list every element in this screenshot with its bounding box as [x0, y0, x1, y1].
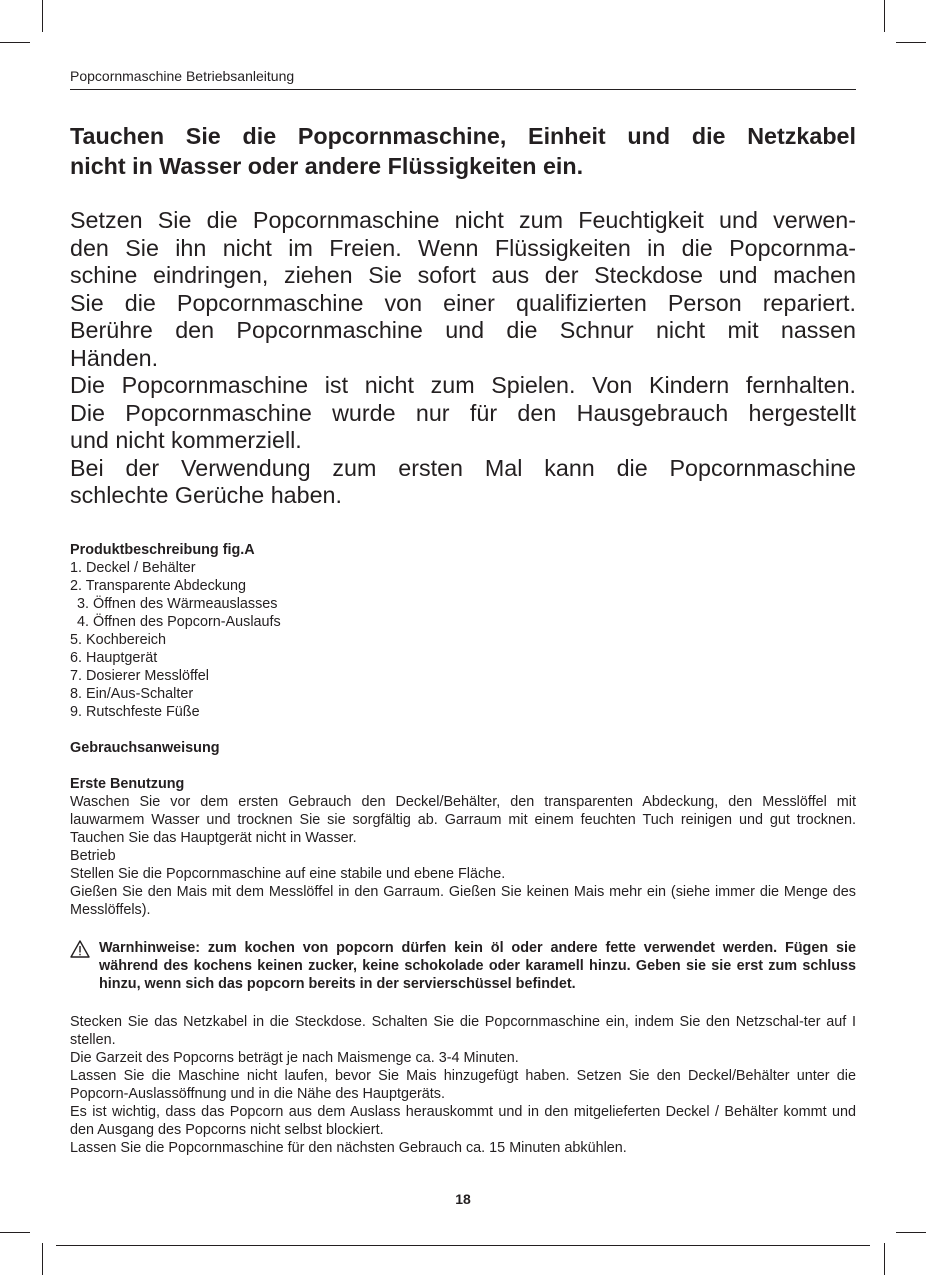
safety-line: schine eindringen, ziehen Sie sofort aus der Steckdose und machen [70, 262, 856, 288]
instruction-paragraph: Lassen Sie die Popcornmaschine für den nächsten Gebrauch ca. 15 Minuten abkühlen. [70, 1139, 627, 1156]
safety-line: Die Popcornmaschine wurde nur für den Hausgebrauch hergestellt [70, 399, 856, 426]
instruction-paragraph: Lassen Sie die Maschine nicht laufen, bevor Sie Mais hinzugefügt haben. Setzen Sie den Deckel/Behälter unter die Popcorn-Auslassöffnung und in die Nähe des Hauptgeräts. [70, 1067, 856, 1102]
first-use-text: Waschen Sie vor dem ersten Gebrauch den Deckel/Behälter, den transparenten Abdeckung, den Messlöffel mit lauwarmem Wasser und trocknen Sie sie sorgfältig ab. Garraum mit einem feuchten Tuch reinigen und gut trocknen. Tauchen Sie das Hauptgerät nicht in Wasser. [70, 793, 856, 846]
instructions-title: Gebrauchsanweisung [70, 739, 220, 756]
warning-heading-line: Tauchen Sie die Popcornmaschine, Einheit und die Netzkabel [70, 123, 856, 149]
crop-mark [42, 0, 43, 32]
warning-triangle-icon [70, 940, 90, 958]
safety-line: und nicht kommerziell. [70, 427, 302, 453]
safety-line: Berühre den Popcornmaschine und die Schnur nicht mit nassen [70, 317, 856, 343]
warning-heading-line: nicht in Wasser oder andere Flüssigkeiten ein. [70, 153, 584, 179]
crop-mark [42, 1243, 43, 1275]
instruction-paragraph: Es ist wichtig, dass das Popcorn aus dem Auslass herauskommt und in den mitgelieferten Deckel / Behälter kommt und den Ausgang des Popcorns nicht selbst blockiert. [70, 1103, 856, 1138]
crop-mark [0, 42, 30, 43]
warning-note-text: Warnhinweise: zum kochen von popcorn dürfen kein öl oder andere fette verwendet werden. Fügen sie während des kochens keinen zucker, keine schokolade oder karamell hinzu. Geben sie sie erst zum schluss hinzu, wenn sich das popcorn bereits in der servierschüssel befindet. [99, 939, 856, 992]
list-item: 1. Deckel / Behälter [70, 559, 196, 576]
safety-line: den Sie ihn nicht im Freien. Wenn Flüssigkeiten in die Popcornma- [70, 234, 856, 261]
safety-line: Setzen Sie die Popcornmaschine nicht zum Feuchtigkeit und verwen- [70, 207, 856, 233]
list-item: 2. Transparente Abdeckung [70, 577, 247, 594]
list-item: 8. Ein/Aus-Schalter [70, 685, 194, 702]
operation-text: Stellen Sie die Popcornmaschine auf eine stabile und ebene Fläche. [70, 865, 506, 882]
operation-title: Betrieb [70, 847, 116, 864]
crop-mark [0, 1232, 30, 1233]
crop-mark [896, 1232, 926, 1233]
list-item: 9. Rutschfeste Füße [70, 703, 200, 720]
footer-rule [56, 1245, 870, 1246]
instruction-paragraph: Die Garzeit des Popcorns beträgt je nach Maismenge ca. 3-4 Minuten. [70, 1049, 519, 1066]
safety-line: Bei der Verwendung zum ersten Mal kann die Popcornmaschine [70, 454, 856, 481]
first-use-title: Erste Benutzung [70, 775, 185, 792]
warning-note [70, 939, 856, 993]
instruction-paragraph: Stecken Sie das Netzkabel in die Steckdose. Schalten Sie die Popcornmaschine ein, indem Sie den Netzschal-ter auf I stellen. [70, 1013, 856, 1048]
page-content [70, 121, 856, 1157]
parts-list [70, 559, 856, 721]
safety-line: Sie die Popcornmaschine von einer qualifizierten Person repariert. [70, 289, 856, 316]
page-number: 18 [455, 1191, 471, 1207]
crop-mark [884, 0, 885, 32]
list-item: 6. Hauptgerät [70, 649, 158, 666]
list-item: 4. Öffnen des Popcorn-Auslaufs [77, 613, 281, 630]
crop-mark [896, 42, 926, 43]
list-item: 7. Dosierer Messlöffel [70, 667, 209, 684]
safety-text [70, 207, 856, 510]
safety-line: schlechte Gerüche haben. [70, 482, 342, 508]
list-item: 3. Öffnen des Wärmeauslasses [77, 595, 278, 612]
list-item: 5. Kochbereich [70, 631, 166, 648]
safety-line: Die Popcornmaschine ist nicht zum Spielen. Von Kindern fernhalten. [70, 372, 856, 398]
running-head: Popcornmaschine Betriebsanleitung [70, 68, 295, 84]
crop-mark [884, 1243, 885, 1275]
header-rule [70, 89, 856, 90]
operation-text: Gießen Sie den Mais mit dem Messlöffel in den Garraum. Gießen Sie keinen Mais mehr ein (siehe immer die Menge des Messlöffels). [70, 883, 856, 918]
product-description-title: Produktbeschreibung fig.A [70, 541, 255, 558]
safety-line: Händen. [70, 344, 159, 371]
